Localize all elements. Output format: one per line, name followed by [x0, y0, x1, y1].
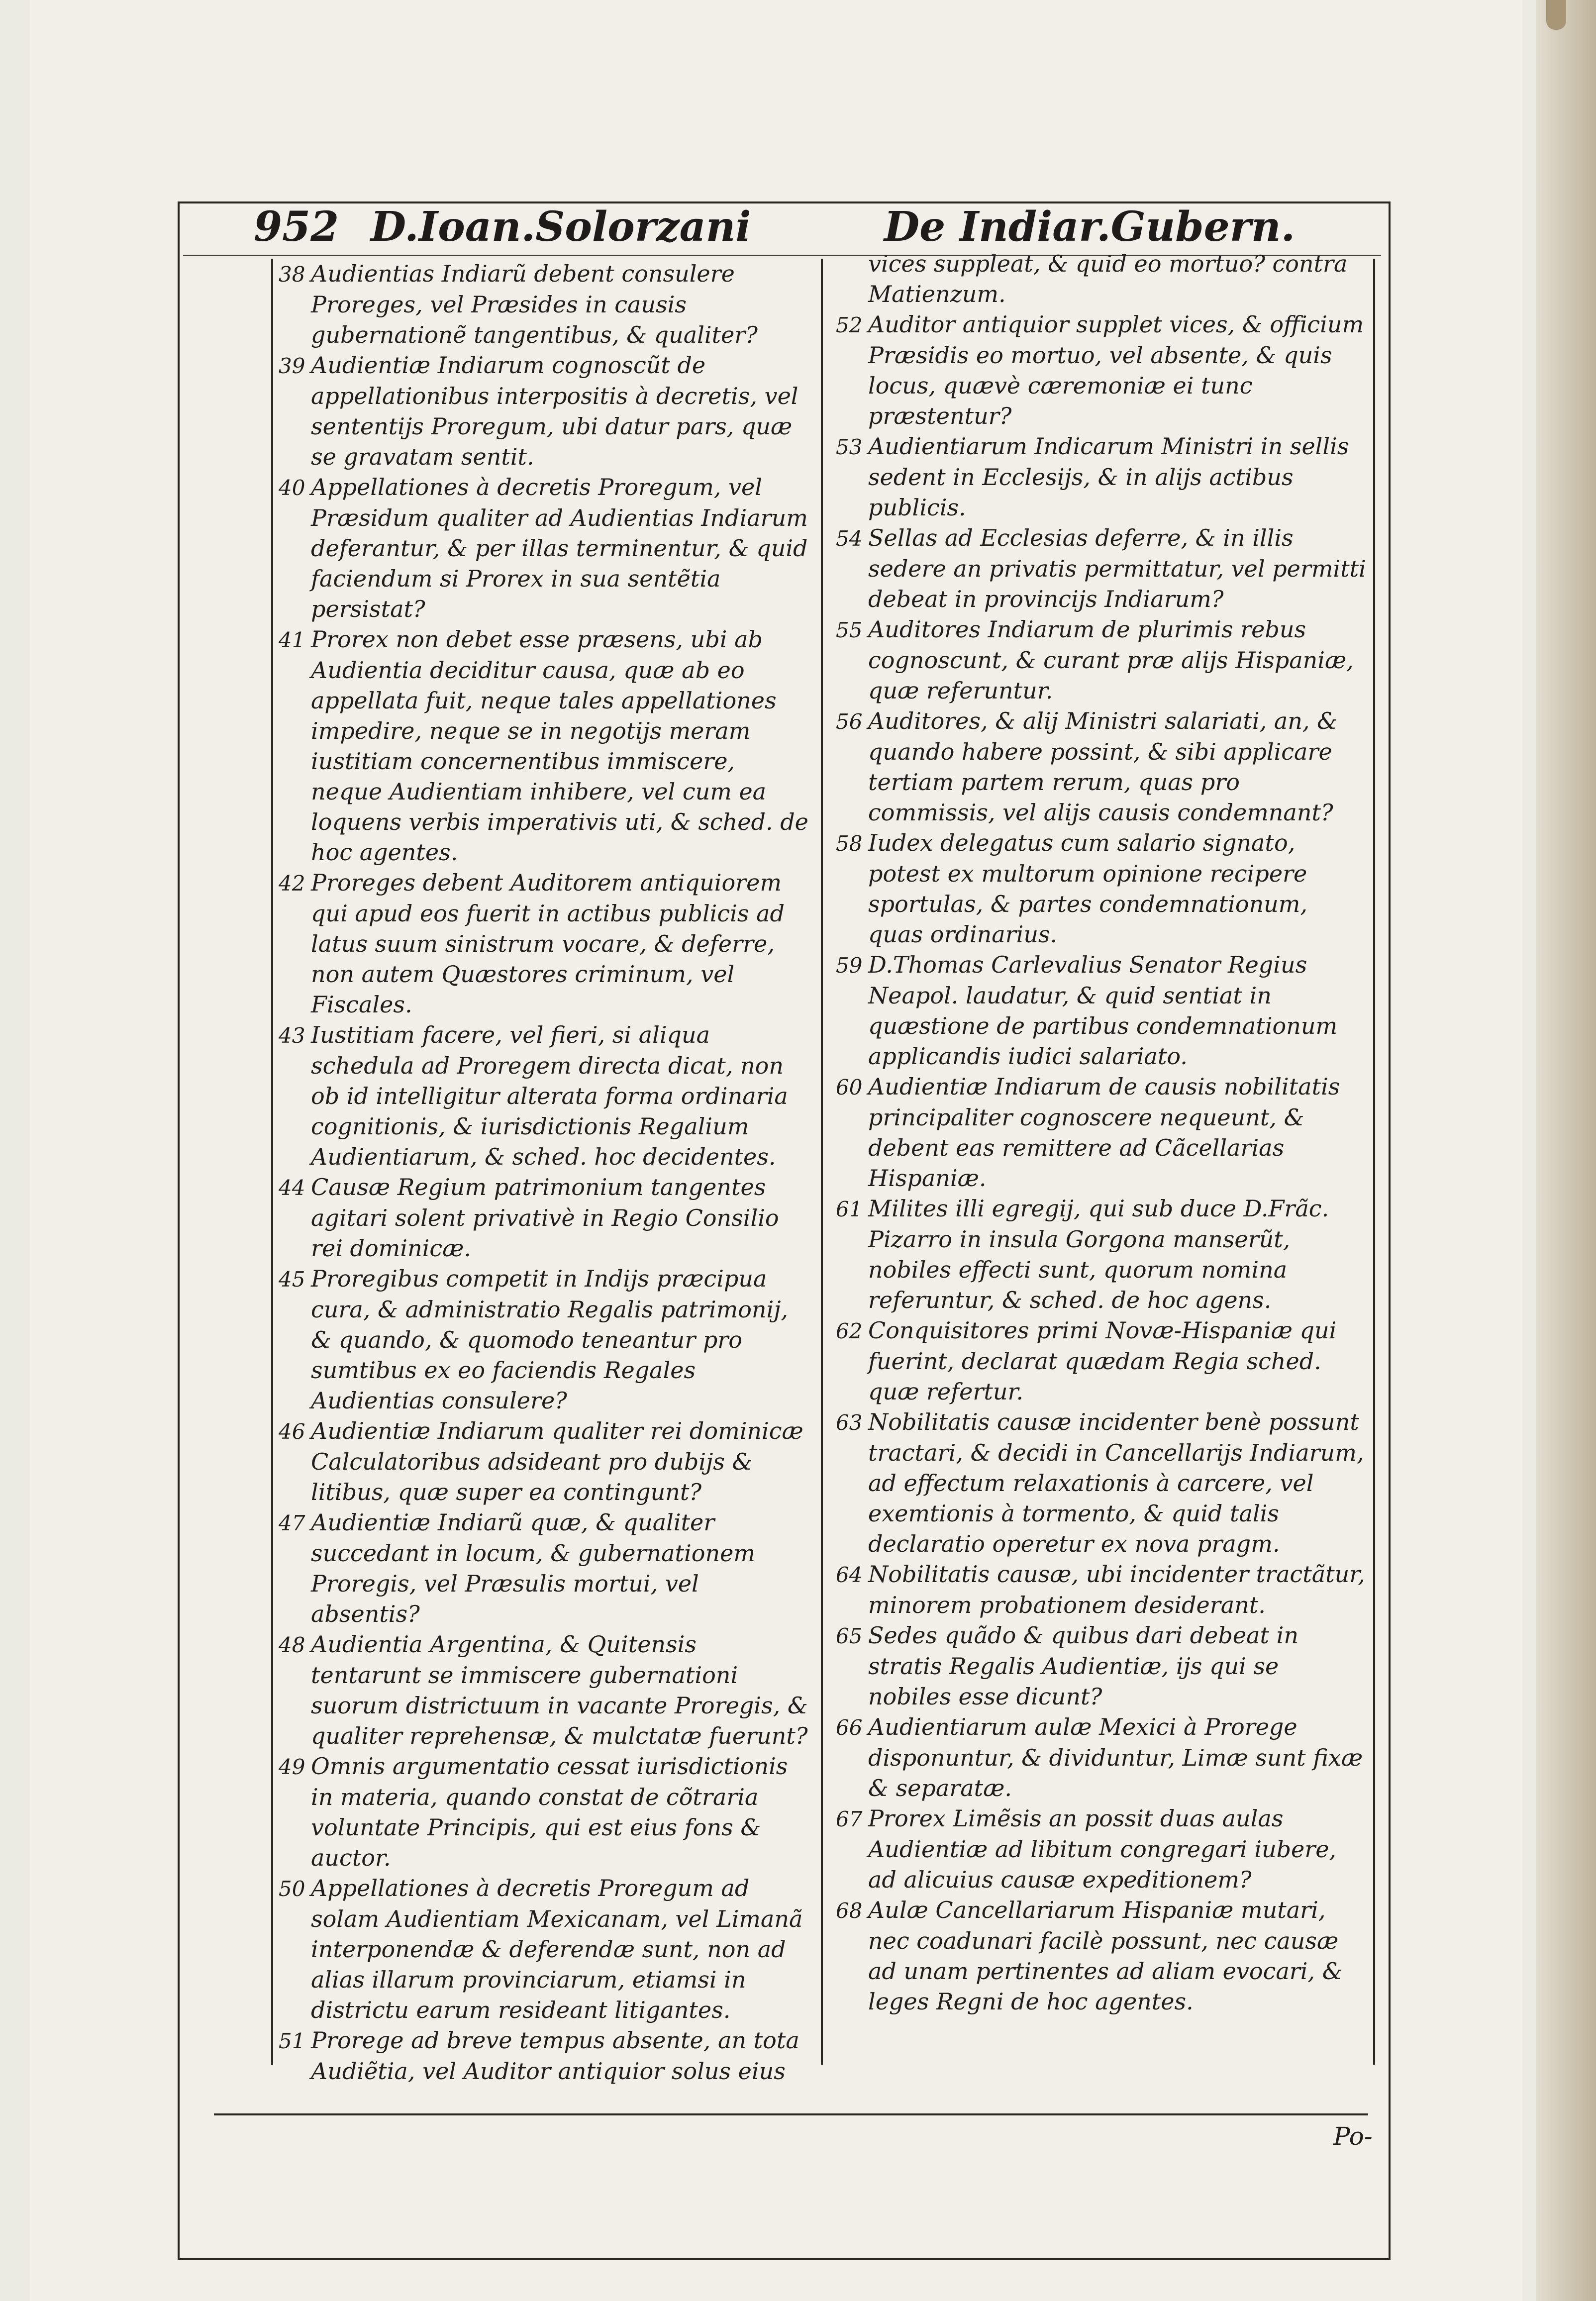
index-entry	[836, 1712, 1368, 1803]
entry-text: Prorex Limẽsis an possit duas aulas Audientiæ ad libitum congregari iubere, ad alicuius causæ expeditionem?	[868, 1805, 1337, 1893]
index-entry	[836, 1803, 1368, 1895]
entry-number: 56	[836, 709, 863, 734]
bottom-rule	[214, 2113, 1368, 2115]
index-entry	[836, 1620, 1368, 1712]
index-entry	[836, 1407, 1368, 1559]
index-entry	[279, 868, 811, 1020]
entry-number: 47	[279, 1511, 305, 1535]
entry-number: 68	[836, 1899, 863, 1923]
index-entry	[836, 431, 1368, 523]
entry-text: Iudex delegatus cum salario signato, potest ex multorum opinione recipere sportulas, & partes condemnationum, quas ordinarius.	[868, 829, 1308, 948]
entry-text: Iustitiam facere, vel fieri, si aliqua schedula ad Proregem directa dicat, non ob id intelligitur alterata forma ordinaria cognitionis, & iurisdictionis Regalium Audientiarum, & sched. hoc decidentes.	[311, 1021, 788, 1170]
index-entry	[836, 1315, 1368, 1407]
index-entry	[279, 1264, 811, 1416]
continuation-text: vices suppleat, & quid eo mortuo? contra Matienzum.	[868, 250, 1348, 307]
index-entry	[279, 1629, 811, 1751]
entry-number: 66	[836, 1715, 863, 1740]
entry-text: Prorege ad breve tempus absente, an tota Audiẽtia, vel Auditor antiquior solus eius	[311, 2027, 799, 2085]
entry-text: Sedes quãdo & quibus dari debeat in stratis Regalis Audientiæ, ijs qui se nobiles esse dicunt?	[868, 1622, 1298, 1710]
index-entry	[279, 1873, 811, 2025]
index-entry	[836, 1559, 1368, 1620]
entry-text: Appellationes à decretis Proregum, vel Præsidum qualiter ad Audientias Indiarum deferantur, & per illas terminentur, & quid faciendum si Prorex in sua sentẽtia persistat?	[311, 474, 808, 622]
index-entry	[279, 624, 811, 868]
index-entry	[279, 1507, 811, 1629]
page-number: 952	[254, 203, 339, 251]
entry-text: Nobilitatis causæ incidenter benè possunt tractari, & decidi in Cancellarijs Indiarum, ad effectum relaxationis à carcere, vel exemtionis à tormento, & quid talis declaratio operetur ex nova pragm.	[868, 1408, 1364, 1557]
entry-text: D.Thomas Carlevalius Senator Regius Neapol. laudatur, & quid sentiat in quæstione de partibus condemnationum applicandis iudici salariato.	[868, 951, 1338, 1070]
entry-text: Audientiarum Indicarum Ministri in sellis sedent in Ecclesijs, & in alijs actibus publicis.	[868, 433, 1349, 521]
entry-number: 41	[279, 628, 305, 652]
index-entry	[836, 828, 1368, 950]
entry-text: Prorex non debet esse præsens, ubi ab Audientia deciditur causa, quæ ab eo appellata fuit, neque tales appellationes impedire, neque se in negotijs meram iustitiam concernentibus immiscere, neque Audientiam inhibere, vel cum ea loquens verbis imperativis uti, & sched. de hoc agentes.	[311, 626, 808, 866]
entry-number: 43	[279, 1023, 305, 1048]
entry-text: Audientiæ Indiarũ quæ, & qualiter succedant in locum, & gubernationem Proregis, vel Præsulis mortui, vel absentis?	[311, 1509, 755, 1627]
entry-text: Auditor antiquior supplet vices, & officium Præsidis eo mortuo, vel absente, & quis locus, quævè cæremoniæ ei tunc præstentur?	[868, 311, 1364, 429]
entry-text: Auditores, & alij Ministri salariati, an, & quando habere possint, & sibi applicare tertiam partem rerum, quas pro commissis, vel alijs causis condemnant?	[868, 707, 1338, 826]
entry-number: 44	[279, 1176, 305, 1200]
index-entry	[279, 472, 811, 624]
left-column	[279, 259, 811, 2087]
entry-number: 60	[836, 1075, 863, 1100]
entry-number: 49	[279, 1755, 305, 1779]
adjacent-page-edge	[1536, 0, 1596, 2301]
entry-number: 39	[279, 354, 305, 378]
page-header	[184, 189, 1383, 254]
entry-text: Causæ Regium patrimonium tangentes agitari solent privativè in Regio Consilio rei dominicæ.	[311, 1174, 779, 1262]
entry-text: Nobilitatis causæ, ubi incidenter tractãtur, minorem probationem desiderant.	[868, 1561, 1365, 1618]
entry-number: 48	[279, 1633, 305, 1657]
entry-text: Aulæ Cancellariarum Hispaniæ mutari, nec coadunari facilè possunt, nec causæ ad unam pertinentes ad aliam evocari, & leges Regni de hoc agentes.	[868, 1897, 1343, 2015]
entry-text: Proregibus competit in Indijs præcipua cura, & administratio Regalis patrimonij, & quando, & quomodo teneantur pro sumtibus ex eo faciendis Regales Audientias consulere?	[311, 1265, 789, 1414]
index-entry	[836, 950, 1368, 1072]
binding-strap	[1546, 0, 1566, 30]
entry-text: Audientiæ Indiarum cognoscũt de appellationibus interpositis à decretis, vel sententijs Proregum, ubi datur pars, quæ se gravatam sentit.	[311, 352, 798, 470]
running-title-right: De Indiar.Gubern.	[884, 203, 1296, 251]
entry-text: Appellationes à decretis Proregum ad solam Audientiam Mexicanam, vel Limanã interponendæ & deferendæ sunt, non ad alias illarum provinciarum, etiamsi in districtu earum resideant litigantes.	[311, 1875, 803, 2023]
entry-text: Auditores Indiarum de plurimis rebus cognoscunt, & curant præ alijs Hispaniæ, quæ referuntur.	[868, 616, 1354, 704]
entry-text: Audientias Indiarũ debent consulere Proreges, vel Præsides in causis gubernationẽ tangentibus, & qualiter?	[311, 260, 758, 348]
index-entry	[279, 350, 811, 472]
running-title-left: D.Ioan.Solorzani	[371, 203, 751, 251]
index-entry	[836, 1072, 1368, 1194]
entry-number: 58	[836, 831, 863, 856]
entry-text: Sellas ad Ecclesias deferre, & in illis sedere an privatis permittatur, vel permitti debeat in provincijs Indiarum?	[868, 524, 1366, 612]
entry-number: 45	[279, 1267, 305, 1292]
left-column-rule	[271, 259, 273, 2065]
entry-text: Conquisitores primi Novæ-Hispaniæ qui fuerint, declarat quædam Regia sched. quæ refertur.	[868, 1317, 1337, 1405]
middle-column-rule	[821, 259, 823, 2065]
catchword: Po-	[1333, 2122, 1373, 2151]
entry-number: 61	[836, 1197, 863, 1221]
right-column	[836, 249, 1368, 2017]
entry-text: Audientiæ Indiarum de causis nobilitatis principaliter cognoscere nequeunt, & debent eas remittere ad Cãcellarias Hispaniæ.	[868, 1073, 1340, 1192]
entry-number: 50	[279, 1877, 305, 1901]
entry-number: 52	[836, 313, 863, 337]
index-entry	[279, 2025, 811, 2087]
entry-number: 54	[836, 526, 863, 551]
entry-number: 55	[836, 618, 863, 642]
index-entry	[836, 614, 1368, 706]
entry-number: 42	[279, 871, 305, 896]
index-entry	[836, 1194, 1368, 1315]
entry-number: 65	[836, 1624, 863, 1648]
entry-text: Milites illi egregij, qui sub duce D.Frãc. Pizarro in insula Gorgona manserũt, nobiles effecti sunt, quorum nomina referuntur, & sched. de hoc agens.	[868, 1195, 1329, 1313]
index-entry	[836, 523, 1368, 614]
index-entry	[279, 259, 811, 350]
entry-number: 67	[836, 1807, 863, 1831]
index-entry	[836, 309, 1368, 431]
right-column-rule	[1373, 259, 1375, 2065]
entry-number: 51	[279, 2029, 305, 2053]
index-entry	[279, 1020, 811, 1172]
entry-number: 62	[836, 1319, 863, 1343]
entry-number: 53	[836, 435, 863, 459]
entry-number: 63	[836, 1410, 863, 1435]
entry-text: Proreges debent Auditorem antiquiorem qui apud eos fuerit in actibus publicis ad latus suum sinistrum vocare, & deferre, non autem Quæstores criminum, vel Fiscales.	[311, 869, 785, 1018]
entry-number: 40	[279, 476, 305, 500]
entry-text: Audientia Argentina, & Quitensis tentarunt se immiscere gubernationi suorum districtuum in vacante Proregis, & qualiter reprehensæ, & mulctatæ fuerunt?	[311, 1631, 808, 1749]
entry-text: Audientiæ Indiarum qualiter rei dominicæ Calculatoribus adsideant pro dubijs & litibus, quæ super ea contingunt?	[311, 1417, 803, 1505]
index-entry	[279, 1751, 811, 1873]
index-entry	[836, 1895, 1368, 2017]
index-entry	[279, 1416, 811, 1507]
index-entry	[836, 706, 1368, 828]
right-column-entries	[836, 309, 1368, 2017]
entry-number: 64	[836, 1563, 863, 1587]
entry-text: Omnis argumentatio cessat iurisdictionis in materia, quando constat de cõtraria voluntate Principis, qui est eius fons & auctor.	[311, 1753, 788, 1871]
entry-number: 59	[836, 953, 863, 978]
index-entry	[279, 1172, 811, 1264]
entry-text: Audientiarum aulæ Mexici à Prorege disponuntur, & dividuntur, Limæ sunt fixæ & separatæ.	[868, 1713, 1363, 1801]
entry-number: 38	[279, 262, 305, 287]
entry-number: 46	[279, 1419, 305, 1444]
